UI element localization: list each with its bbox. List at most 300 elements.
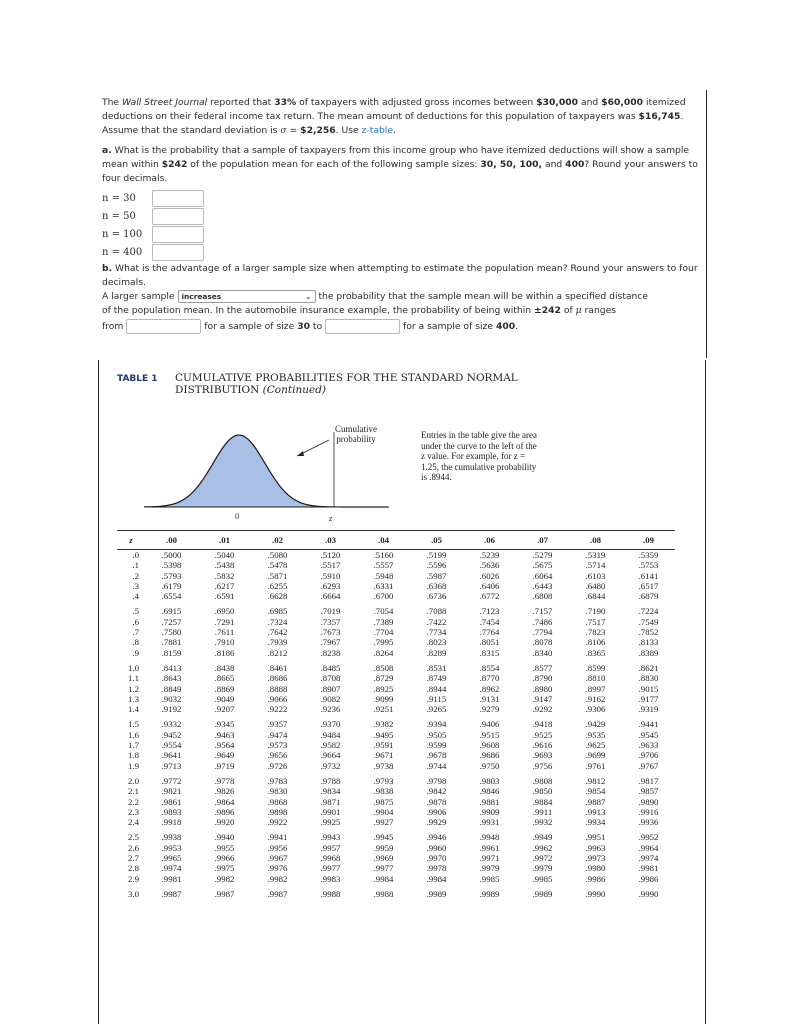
part-a-text: of the population mean for each of the following sample sizes: xyxy=(190,159,478,170)
table-row xyxy=(117,673,675,683)
table-cell: .9987 xyxy=(161,888,182,899)
table-cell: .9988 xyxy=(373,888,394,899)
table-cell: .5596 xyxy=(426,560,447,571)
n-row-30 xyxy=(102,190,204,206)
table-cell: .9864 xyxy=(214,796,235,807)
answer-text: A larger sample xyxy=(102,291,175,302)
answer-text: for a sample of size xyxy=(204,321,295,332)
table-cell: .9394 xyxy=(426,719,447,730)
z-tick: z xyxy=(329,513,333,523)
col-header: .03 xyxy=(304,531,357,550)
table-cell: .9732 xyxy=(320,760,341,771)
entries-note: Entries in the table give the area under the curve to the left of the z value. For example, for z = 1.25, the cumulative probability is .8944. xyxy=(421,430,537,482)
table-cell: .8106 xyxy=(585,637,606,648)
table-cell: .6064 xyxy=(532,570,553,581)
table-cell: .9970 xyxy=(426,853,447,864)
table-cell: .9049 xyxy=(214,693,235,704)
row-z-value: 2.0 xyxy=(128,775,139,786)
table-cell: .9115 xyxy=(426,693,447,704)
table-cell: .9207 xyxy=(214,704,235,715)
table-cell: .8264 xyxy=(373,647,394,658)
answer-input-n400[interactable] xyxy=(152,244,204,261)
table-cell: .9974 xyxy=(638,853,659,864)
n-row-50 xyxy=(102,208,204,224)
table-cell: .8023 xyxy=(426,637,447,648)
table-cell: .5675 xyxy=(532,560,553,571)
table-row xyxy=(117,761,675,771)
table-cell: .6628 xyxy=(267,591,288,602)
table-cell: .9793 xyxy=(373,775,394,786)
table-cell: .9989 xyxy=(532,888,553,899)
table-cell: .5000 xyxy=(161,550,182,560)
table-cell: .9564 xyxy=(214,740,235,751)
table-cell: .9772 xyxy=(161,775,182,786)
table-cell: .8643 xyxy=(161,673,182,684)
table-cell: .9147 xyxy=(532,693,553,704)
table-row xyxy=(117,550,675,561)
table-cell: .9962 xyxy=(532,842,553,853)
table-cell: .9332 xyxy=(161,719,182,730)
table-cell: .9678 xyxy=(426,750,447,761)
table-cell: .9306 xyxy=(585,704,606,715)
table-cell: .6480 xyxy=(585,580,606,591)
table-cell: .9474 xyxy=(267,729,288,740)
row-z-value: 1.2 xyxy=(128,683,139,694)
table-cell: .7794 xyxy=(532,627,553,638)
answer-text: from xyxy=(102,321,124,332)
answer-input-n50[interactable] xyxy=(152,208,204,225)
table-cell: .9975 xyxy=(214,863,235,874)
table-cell: .9989 xyxy=(426,888,447,899)
answer-text: of the population mean. In the automobile insurance example, the probability of being within xyxy=(102,305,532,316)
table-cell: .9981 xyxy=(161,873,182,884)
table-cell: .9515 xyxy=(479,729,500,740)
table-cell: .9979 xyxy=(532,863,553,874)
table-row xyxy=(117,740,675,750)
table-cell: .7357 xyxy=(320,616,341,627)
mu-symbol: μ xyxy=(575,305,582,316)
sigma-value: $2,256 xyxy=(300,125,336,136)
table-cell: .7764 xyxy=(479,627,500,638)
z-table-panel xyxy=(98,360,706,1024)
z-table xyxy=(117,530,675,899)
table-cell: .5714 xyxy=(585,560,606,571)
part-a-text: What is the probability that a sample of taxpayers from this income group who have itemized deductions will show a sample mean within xyxy=(102,145,690,170)
answer-input-n30[interactable] xyxy=(152,190,204,207)
table-row xyxy=(117,617,675,627)
col-header: .01 xyxy=(198,531,251,550)
table-cell: .6331 xyxy=(373,580,394,591)
table-cell: .6591 xyxy=(214,591,235,602)
row-z-value: 2.7 xyxy=(128,853,139,864)
answer-text: of xyxy=(563,305,573,316)
table-cell: .9015 xyxy=(638,683,659,694)
table-cell: .6406 xyxy=(479,580,500,591)
table-cell: .8485 xyxy=(320,662,341,673)
increases-select[interactable] xyxy=(178,290,316,303)
table-cell: .9932 xyxy=(532,817,553,828)
table-row xyxy=(117,817,675,827)
row-z-value: 1.8 xyxy=(128,750,139,761)
table-cell: .9463 xyxy=(214,729,235,740)
table-cell: .6985 xyxy=(267,606,288,617)
table-cell: .9974 xyxy=(161,863,182,874)
table-cell: .8888 xyxy=(267,683,288,694)
table-cell: .9953 xyxy=(161,842,182,853)
table-cell: .6368 xyxy=(426,580,447,591)
table-cell: .9279 xyxy=(479,704,500,715)
part-a-amount: $242 xyxy=(161,159,188,170)
table-cell: .9830 xyxy=(267,786,288,797)
row-z-value: 1.7 xyxy=(128,740,139,751)
answer-text: ranges xyxy=(584,305,617,316)
table-cell: .8389 xyxy=(638,647,659,658)
table-cell: .9982 xyxy=(214,873,235,884)
table-row xyxy=(117,591,675,601)
chevron-down-icon: ⌄ xyxy=(304,292,312,301)
table-cell: .7995 xyxy=(373,637,394,648)
table-cell: .9616 xyxy=(532,740,553,751)
table-cell: .8729 xyxy=(373,673,394,684)
table-cell: .7190 xyxy=(585,606,606,617)
table-cell: .9686 xyxy=(479,750,500,761)
table-cell: .9554 xyxy=(161,740,182,751)
table-cell: .9967 xyxy=(267,853,288,864)
table-cell: .9082 xyxy=(320,693,341,704)
table-cell: .8708 xyxy=(320,673,341,684)
table-cell: .9370 xyxy=(320,719,341,730)
table-cell: .9990 xyxy=(638,888,659,899)
table-cell: .9582 xyxy=(320,740,341,751)
table-cell: .8925 xyxy=(373,683,394,694)
table-row xyxy=(117,874,675,884)
table-cell: .9292 xyxy=(532,704,553,715)
table-cell: .5199 xyxy=(426,550,447,560)
row-z-value: 2.4 xyxy=(128,817,139,828)
table-cell: .8830 xyxy=(638,673,659,684)
table-cell: .9966 xyxy=(214,853,235,864)
col-header: .02 xyxy=(251,531,304,550)
cumulative-label-line: Cumulative xyxy=(335,424,377,434)
table-row xyxy=(117,684,675,694)
table-row xyxy=(117,827,675,842)
table-cell: .8810 xyxy=(585,673,606,684)
row-z-value: 2.5 xyxy=(128,832,139,843)
table-cell: .9591 xyxy=(373,740,394,751)
col-header: .00 xyxy=(145,531,198,550)
table-cell: .9881 xyxy=(479,796,500,807)
table-row xyxy=(117,853,675,863)
table-cell: .9625 xyxy=(585,740,606,751)
table-cell: .9941 xyxy=(267,832,288,843)
table-cell: .9934 xyxy=(585,817,606,828)
table-cell: .7257 xyxy=(161,616,182,627)
table-cell: .9978 xyxy=(426,863,447,874)
table-cell: .5517 xyxy=(320,560,341,571)
table-cell: .5319 xyxy=(585,550,606,560)
table-cell: .9987 xyxy=(267,888,288,899)
table-cell: .8531 xyxy=(426,662,447,673)
table-cell: .9963 xyxy=(585,842,606,853)
table-cell: .9979 xyxy=(479,863,500,874)
table-cell: .9904 xyxy=(373,806,394,817)
table-cell: .6293 xyxy=(320,580,341,591)
table-cell: .8790 xyxy=(532,673,553,684)
table-cell: .9959 xyxy=(373,842,394,853)
pointer-arrow-icon xyxy=(297,451,304,456)
table-cell: .9535 xyxy=(585,729,606,740)
table-cell: .7088 xyxy=(426,606,447,617)
table-cell: .9821 xyxy=(161,786,182,797)
intro-text: reported that xyxy=(210,97,272,108)
table-cell: .8365 xyxy=(585,647,606,658)
table-cell: .9850 xyxy=(532,786,553,797)
table-cell: .7324 xyxy=(267,616,288,627)
row-z-value: .8 xyxy=(132,637,139,648)
table-cell: .9922 xyxy=(267,817,288,828)
income-low: $30,000 xyxy=(536,97,579,108)
table-row xyxy=(117,884,675,899)
table-cell: .9990 xyxy=(585,888,606,899)
table-cell: .9099 xyxy=(373,693,394,704)
table-cell: .9955 xyxy=(214,842,235,853)
table-cell: .9842 xyxy=(426,786,447,797)
table-cell: .8849 xyxy=(161,683,182,694)
income-high: $60,000 xyxy=(601,97,644,108)
table-cell: .9505 xyxy=(426,729,447,740)
size-30: 30 xyxy=(297,321,310,332)
table-cell: .9918 xyxy=(161,817,182,828)
table-cell: .9788 xyxy=(320,775,341,786)
col-header: .07 xyxy=(516,531,569,550)
prob-from-input[interactable] xyxy=(126,319,201,334)
table-cell: .9940 xyxy=(214,832,235,843)
table-cell: .9868 xyxy=(267,796,288,807)
table-cell: .8186 xyxy=(214,647,235,658)
sigma-symbol: σ xyxy=(280,125,287,136)
table-cell: .9131 xyxy=(479,693,500,704)
table-cell: .9911 xyxy=(532,806,553,817)
table-cell: .9525 xyxy=(532,729,553,740)
table-cell: .8770 xyxy=(479,673,500,684)
table-cell: .7611 xyxy=(214,627,235,638)
table-cell: .8159 xyxy=(161,647,182,658)
table-cell: .8461 xyxy=(267,662,288,673)
part-a-prompt xyxy=(102,144,702,186)
table-cell: .9861 xyxy=(161,796,182,807)
table-cell: .7019 xyxy=(320,606,341,617)
table-cell: .9756 xyxy=(532,760,553,771)
table-cell: .8315 xyxy=(479,647,500,658)
table-title-line: CUMULATIVE PROBABILITIES FOR THE STANDARD NORMAL xyxy=(175,372,518,384)
journal-name: Wall Street Journal xyxy=(122,97,208,108)
table-cell: .9641 xyxy=(161,750,182,761)
table-cell: .8962 xyxy=(479,683,500,694)
table-label: TABLE 1 xyxy=(117,374,158,384)
intro-text: of taxpayers with adjusted gross incomes between xyxy=(299,97,534,108)
z-table-link[interactable]: z-table xyxy=(361,125,393,136)
table-cell: .8599 xyxy=(585,662,606,673)
intro-text: . xyxy=(393,125,396,136)
table-cell: .9936 xyxy=(638,817,659,828)
table-cell: .7852 xyxy=(638,627,659,638)
table-cell: .9656 xyxy=(267,750,288,761)
table-row xyxy=(117,694,675,704)
table-cell: .9960 xyxy=(426,842,447,853)
table-cell: .9719 xyxy=(214,760,235,771)
table-cell: .9976 xyxy=(267,863,288,874)
row-z-value: .1 xyxy=(132,560,139,571)
row-z-value: 2.1 xyxy=(128,786,139,797)
plus-minus-amount: ±242 xyxy=(534,305,561,316)
row-z-value: 1.4 xyxy=(128,704,139,715)
z-table-header xyxy=(117,531,675,550)
table-cell: .9906 xyxy=(426,806,447,817)
intro-text: itemized deductions on their federal income tax return. The mean amount of deductions for this population of taxpayers was xyxy=(102,97,686,122)
table-cell: .5279 xyxy=(532,550,553,560)
mean-value: $16,745 xyxy=(638,111,681,122)
table-cell: .7939 xyxy=(267,637,288,648)
table-cell: .9887 xyxy=(585,796,606,807)
table-cell: .5040 xyxy=(214,550,235,560)
table-cell: .9909 xyxy=(479,806,500,817)
table-cell: .7454 xyxy=(479,616,500,627)
answer-text: the probability that the sample mean will be within a specified distance xyxy=(318,291,649,302)
table-cell: .5948 xyxy=(373,570,394,581)
table-cell: .6844 xyxy=(585,591,606,602)
table-cell: .8133 xyxy=(638,637,659,648)
table-cell: .9066 xyxy=(267,693,288,704)
table-cell: .9429 xyxy=(585,719,606,730)
table-cell: .8238 xyxy=(320,647,341,658)
table-cell: .6915 xyxy=(161,606,182,617)
part-b-label: b. xyxy=(102,263,113,274)
table-cell: .7642 xyxy=(267,627,288,638)
table-cell: .7517 xyxy=(585,616,606,627)
part-a-last-size: 400 xyxy=(565,159,585,170)
table-cell: .9981 xyxy=(638,863,659,874)
table-cell: .5753 xyxy=(638,560,659,571)
table-cell: .9817 xyxy=(638,775,659,786)
table-cell: .7823 xyxy=(585,627,606,638)
table-cell: .6141 xyxy=(638,570,659,581)
table-cell: .8907 xyxy=(320,683,341,694)
table-cell: .9808 xyxy=(532,775,553,786)
part-a-text: ? Round your answers to four decimals. xyxy=(102,159,698,184)
table-cell: .5832 xyxy=(214,570,235,581)
table-row xyxy=(117,750,675,760)
col-header: .08 xyxy=(569,531,622,550)
table-row xyxy=(117,581,675,591)
table-row xyxy=(117,714,675,729)
table-cell: .9649 xyxy=(214,750,235,761)
row-z-value: .3 xyxy=(132,580,139,591)
table-cell: .8212 xyxy=(267,647,288,658)
table-title-continued: (Continued) xyxy=(262,384,327,396)
table-cell: .7967 xyxy=(320,637,341,648)
table-cell: .5160 xyxy=(373,550,394,560)
table-cell: .8997 xyxy=(585,683,606,694)
intro-text: . Assume that the standard deviation is xyxy=(102,111,684,136)
table-cell: .9968 xyxy=(320,853,341,864)
table-cell: .9699 xyxy=(585,750,606,761)
table-cell: .9901 xyxy=(320,806,341,817)
table-cell: .9969 xyxy=(373,853,394,864)
table-cell: .9671 xyxy=(373,750,394,761)
row-z-value: 1.1 xyxy=(128,673,139,684)
table-cell: .7157 xyxy=(532,606,553,617)
table-cell: .9854 xyxy=(585,786,606,797)
table-cell: .9956 xyxy=(267,842,288,853)
table-cell: .7224 xyxy=(638,606,659,617)
cumulative-label xyxy=(335,424,377,444)
table-cell: .9965 xyxy=(161,853,182,864)
normal-curve-figure xyxy=(99,360,705,530)
table-row xyxy=(117,648,675,658)
table-cell: .5478 xyxy=(267,560,288,571)
table-cell: .9834 xyxy=(320,786,341,797)
table-cell: .9177 xyxy=(638,693,659,704)
table-cell: .9916 xyxy=(638,806,659,817)
table-cell: .9971 xyxy=(479,853,500,864)
prob-to-input[interactable] xyxy=(325,319,400,334)
table-cell: .9750 xyxy=(479,760,500,771)
table-cell: .9985 xyxy=(532,873,553,884)
table-cell: .9980 xyxy=(585,863,606,874)
table-cell: .7291 xyxy=(214,616,235,627)
table-cell: .6554 xyxy=(161,591,182,602)
row-z-value: .2 xyxy=(132,570,139,581)
row-z-value: 1.3 xyxy=(128,693,139,704)
table-title-line: DISTRIBUTION xyxy=(175,384,260,396)
table-row xyxy=(117,704,675,714)
table-cell: .9251 xyxy=(373,704,394,715)
intro-text: and xyxy=(580,97,599,108)
row-z-value: 1.6 xyxy=(128,729,139,740)
table-cell: .6664 xyxy=(320,591,341,602)
table-cell: .9345 xyxy=(214,719,235,730)
table-cell: .6217 xyxy=(214,580,235,591)
table-cell: .7054 xyxy=(373,606,394,617)
table-cell: .9951 xyxy=(585,832,606,843)
row-z-value: .6 xyxy=(132,616,139,627)
n-label: n = 400 xyxy=(102,246,143,258)
answer-input-n100[interactable] xyxy=(152,226,204,243)
table-cell: .8665 xyxy=(214,673,235,684)
table-cell: .9986 xyxy=(638,873,659,884)
row-z-value: .4 xyxy=(132,591,139,602)
table-cell: .9783 xyxy=(267,775,288,786)
table-cell: .9977 xyxy=(320,863,341,874)
col-header: .09 xyxy=(622,531,675,550)
table-cell: .9608 xyxy=(479,740,500,751)
table-row xyxy=(117,658,675,673)
n-label: n = 30 xyxy=(102,192,136,204)
table-cell: .9988 xyxy=(320,888,341,899)
table-cell: .8508 xyxy=(373,662,394,673)
table-cell: .9162 xyxy=(585,693,606,704)
table-cell: .9875 xyxy=(373,796,394,807)
n-label: n = 100 xyxy=(102,228,143,240)
table-cell: .9495 xyxy=(373,729,394,740)
table-cell: .9726 xyxy=(267,760,288,771)
table-cell: .8554 xyxy=(479,662,500,673)
n-label: n = 50 xyxy=(102,210,136,222)
table-cell: .5793 xyxy=(161,570,182,581)
row-z-value: .5 xyxy=(132,606,139,617)
n-row-400 xyxy=(102,244,204,260)
table-cell: .5120 xyxy=(320,550,341,560)
